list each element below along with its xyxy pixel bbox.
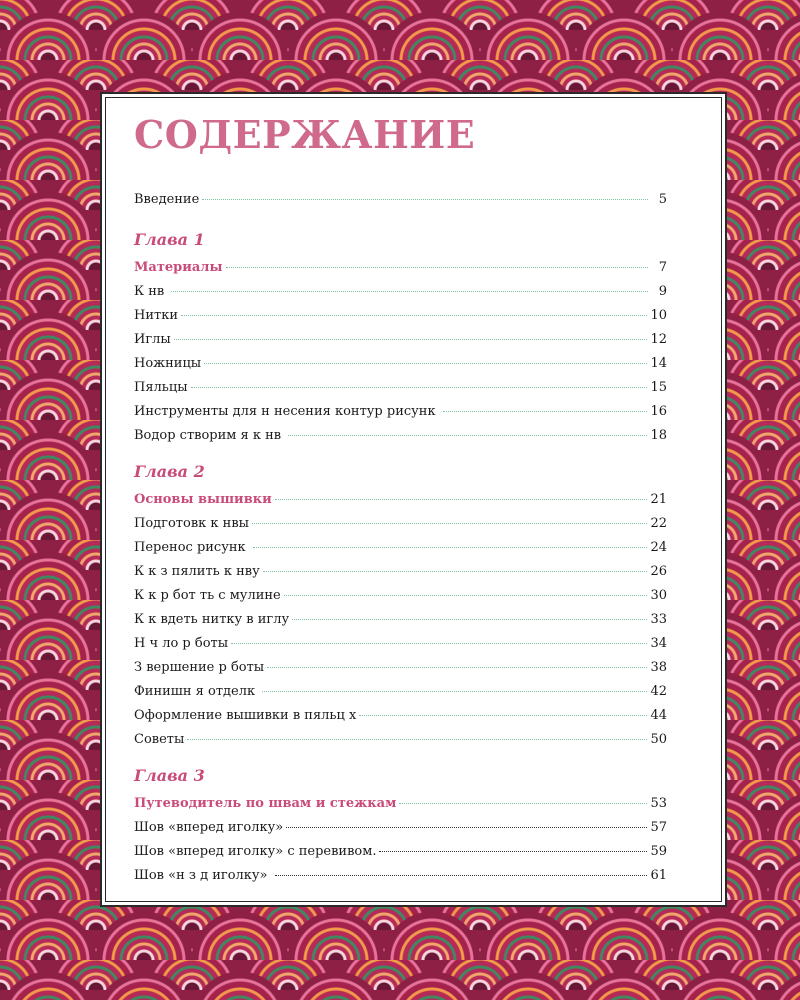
- toc-entry-label: Шов «вперед иголку»: [134, 820, 284, 835]
- toc-entry-page: 7: [658, 260, 667, 275]
- chapter-heading: Глава 1: [134, 230, 205, 249]
- dot-leader: [204, 363, 647, 364]
- toc-entry[interactable]: [134, 308, 667, 328]
- toc-entry[interactable]: [134, 732, 667, 752]
- toc-entry-label: К к вдеть нитку в иглу: [134, 612, 290, 627]
- dot-leader: [275, 499, 648, 500]
- toc-entry-page: 30: [650, 588, 667, 603]
- toc-entry-page: 9: [658, 284, 667, 299]
- dot-leader: [253, 547, 648, 548]
- toc-entry-page: 38: [650, 660, 667, 675]
- toc-entry[interactable]: [134, 516, 667, 536]
- toc-entry-page: 16: [650, 404, 667, 419]
- toc-entry[interactable]: [134, 564, 667, 584]
- toc-entry-label: Введение: [134, 192, 200, 207]
- toc-entry-label: К к з пялить к нву: [134, 564, 260, 579]
- toc-section-label: Материалы: [134, 260, 223, 275]
- toc-entry-page: 34: [650, 636, 667, 651]
- toc-entry[interactable]: [134, 868, 667, 888]
- toc-entry-label: Шов «н з д иголку»: [134, 868, 272, 883]
- dot-leader: [379, 851, 647, 852]
- page-title: СОДЕРЖАНИЕ: [134, 112, 476, 157]
- toc-entry-label: Оформление вышивки в пяльц х: [134, 708, 357, 723]
- toc-entry[interactable]: [134, 844, 667, 864]
- toc-entry-intro[interactable]: [134, 192, 667, 212]
- toc-entry[interactable]: [134, 684, 667, 704]
- toc-entry-page: 18: [650, 428, 667, 443]
- toc-section-label: Основы вышивки: [134, 492, 272, 507]
- dot-leader: [284, 595, 648, 596]
- toc-entry-page: 12: [650, 332, 667, 347]
- dot-leader: [399, 803, 647, 804]
- toc-entry-label: Перенос рисунк: [134, 540, 250, 555]
- toc-entry-page: 24: [650, 540, 667, 555]
- toc-entry-page: 57: [650, 820, 667, 835]
- toc-section-basics[interactable]: [134, 492, 667, 512]
- toc-entry[interactable]: [134, 636, 667, 656]
- dot-leader: [263, 571, 648, 572]
- toc-entry-page: 26: [650, 564, 667, 579]
- dot-leader: [174, 339, 648, 340]
- toc-entry-label: К нв: [134, 284, 169, 299]
- dot-leader: [181, 315, 647, 316]
- toc-section-materials[interactable]: [134, 260, 667, 280]
- toc-entry-label: Пяльцы: [134, 380, 188, 395]
- toc-entry-page: 50: [650, 732, 667, 747]
- toc-entry[interactable]: [134, 540, 667, 560]
- dot-leader: [226, 267, 649, 268]
- toc-entry-label: Подготовк к нвы: [134, 516, 249, 531]
- toc-entry-page: 42: [650, 684, 667, 699]
- dot-leader: [275, 875, 648, 876]
- toc-entry-page: 53: [650, 796, 667, 811]
- toc-entry-label: Финишн я отделк: [134, 684, 260, 699]
- toc-entry-page: 10: [650, 308, 667, 323]
- toc-entry-page: 14: [650, 356, 667, 371]
- toc-entry-page: 15: [650, 380, 667, 395]
- dot-leader: [359, 715, 647, 716]
- toc-entry[interactable]: [134, 588, 667, 608]
- toc-entry[interactable]: [134, 356, 667, 376]
- toc-entry[interactable]: [134, 708, 667, 728]
- toc-entry[interactable]: [134, 332, 667, 352]
- dot-leader: [171, 291, 648, 292]
- chapter-heading: Глава 2: [134, 462, 205, 481]
- toc-entry-label: Ножницы: [134, 356, 202, 371]
- toc-entry[interactable]: [134, 428, 667, 448]
- contents-panel: [100, 92, 727, 907]
- toc-entry[interactable]: [134, 660, 667, 680]
- toc-entry[interactable]: [134, 380, 667, 400]
- toc-entry-label: К к р бот ть с мулине: [134, 588, 281, 603]
- toc-section-label: Путеводитель по швам и стежкам: [134, 796, 397, 811]
- toc-entry-label: Шов «вперед иголку» с перевивом.: [134, 844, 377, 859]
- toc-section-stitch-guide[interactable]: [134, 796, 667, 816]
- chapter-heading: Глава 3: [134, 766, 205, 785]
- toc-entry-page: 21: [650, 492, 667, 507]
- toc-entry[interactable]: [134, 612, 667, 632]
- toc-entry[interactable]: [134, 404, 667, 424]
- dot-leader: [288, 435, 647, 436]
- toc-entry[interactable]: [134, 820, 667, 840]
- toc-entry-label: З вершение р боты: [134, 660, 265, 675]
- toc-entry-page: 5: [658, 192, 667, 207]
- dot-leader: [292, 619, 647, 620]
- toc-entry-label: Иглы: [134, 332, 171, 347]
- dot-leader: [191, 387, 648, 388]
- toc-entry-label: Нитки: [134, 308, 178, 323]
- toc-entry-page: 22: [650, 516, 667, 531]
- toc-entry-page: 44: [650, 708, 667, 723]
- dot-leader: [202, 199, 648, 200]
- dot-leader: [262, 691, 647, 692]
- dot-leader: [443, 411, 648, 412]
- toc-entry-label: Н ч ло р боты: [134, 636, 229, 651]
- toc-entry[interactable]: [134, 284, 667, 304]
- toc-entry-page: 61: [650, 868, 667, 883]
- dot-leader: [187, 739, 647, 740]
- dot-leader: [231, 643, 647, 644]
- dot-leader: [252, 523, 647, 524]
- toc-entry-page: 59: [650, 844, 667, 859]
- toc-entry-label: Советы: [134, 732, 185, 747]
- toc-entry-label: Инструменты для н несения контур рисунк: [134, 404, 440, 419]
- toc-entry-page: 33: [650, 612, 667, 627]
- dot-leader: [267, 667, 647, 668]
- toc-entry-label: Водор створим я к нв: [134, 428, 286, 443]
- dot-leader: [286, 827, 647, 828]
